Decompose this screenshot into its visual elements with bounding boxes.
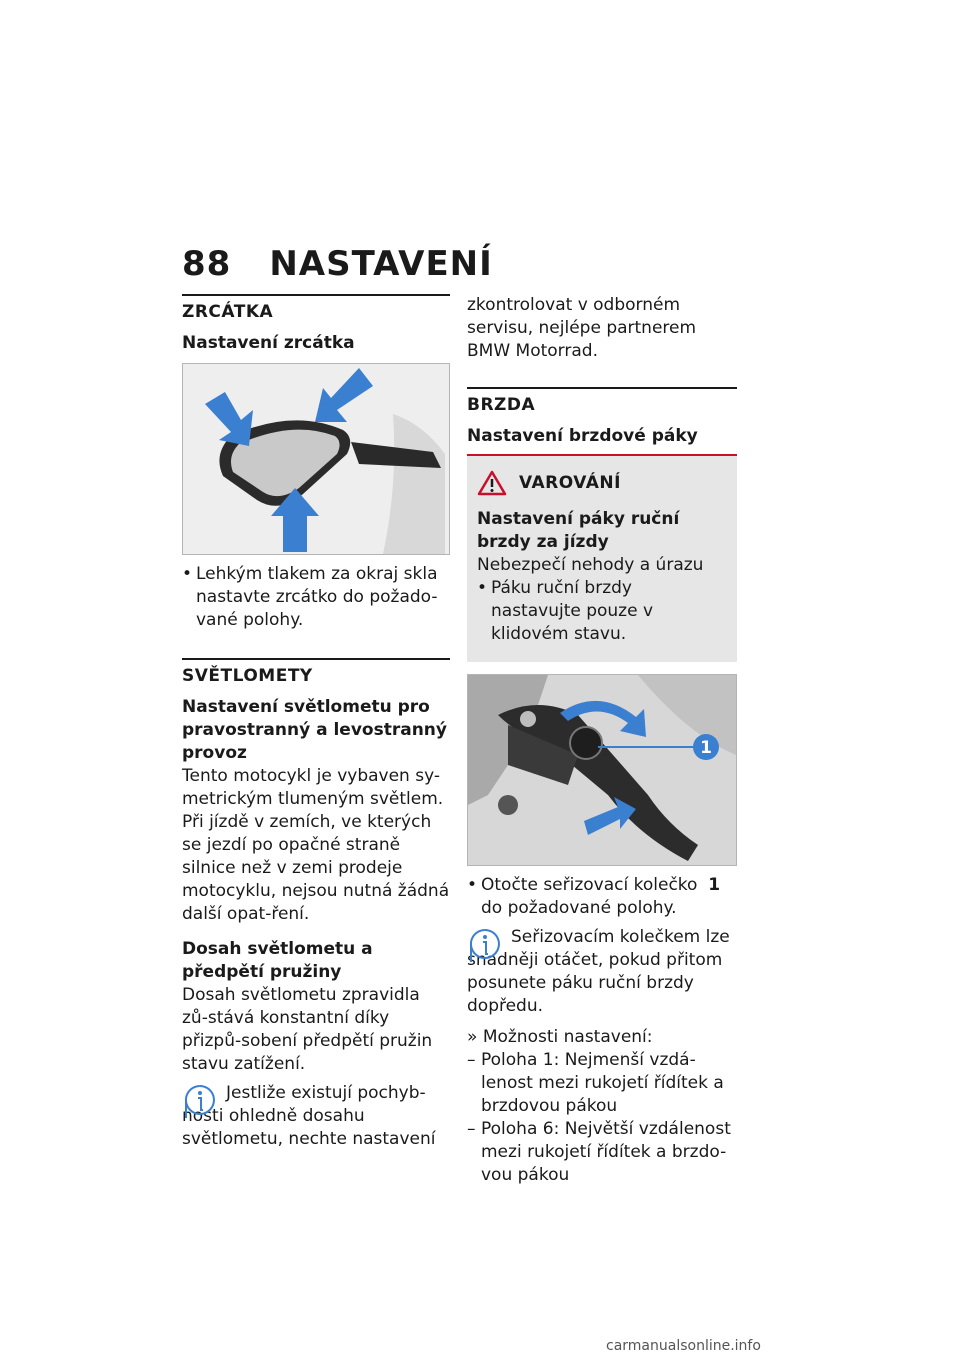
- section-heading-headlights: SVĚTLOMETY: [182, 666, 313, 686]
- step-text-end: do požadované polohy.: [481, 898, 677, 918]
- body-headlight-range: Dosah světlometu zpravidla zů-stává konstantní díky přizpů-sobení předpětí pružin stavu zatížení.: [182, 985, 433, 1074]
- info-text-headlight: Jestliže existují pochyb-nosti ohledně dosahu světlometu, nechte nastavení: [182, 1083, 436, 1149]
- right-column: [467, 294, 737, 1187]
- list-item: – Poloha 6: Největší vzdálenost mezi rukojetí řídítek a brzdo-vou pákou: [467, 1119, 731, 1185]
- page-header: [182, 244, 493, 284]
- section-rule: [182, 294, 450, 296]
- options-title-text: Možnosti nastavení:: [482, 1027, 653, 1047]
- brake-lever-illustration: [467, 674, 737, 866]
- warning-triangle-icon: [477, 470, 507, 496]
- left-column: [182, 294, 450, 1151]
- list-item: • Páku ruční brzdy nastavujte pouze v klidovém stavu.: [477, 578, 654, 644]
- step-text: Otočte seřizovací kolečko: [481, 875, 698, 895]
- page-number: 88: [182, 244, 232, 284]
- step-reference: 1: [708, 875, 721, 895]
- subheading-mirror-adjust: Nastavení zrcátka: [182, 333, 355, 353]
- info-icon: [469, 928, 501, 964]
- list-item: – Poloha 1: Nejmenší vzdá-lenost mezi rukojetí řídítek a brzdovou pákou: [467, 1050, 724, 1116]
- callout-number: 1: [700, 738, 712, 758]
- continuation-text: zkontrolovat v odborném servisu, nejlépe partnerem BMW Motorrad.: [467, 295, 697, 361]
- options-title: » Možnosti nastavení:: [467, 1027, 653, 1047]
- section-rule: [182, 658, 450, 660]
- list-item: • Otočte seřizovací kolečko 1 do požadované polohy.: [467, 875, 721, 918]
- section-rule: [467, 387, 737, 389]
- warning-box: [467, 456, 737, 662]
- option-1: Poloha 1: Nejmenší vzdá-lenost mezi rukojetí řídítek a brzdovou pákou: [481, 1050, 724, 1116]
- warning-label: VAROVÁNÍ: [519, 473, 621, 493]
- info-note: [467, 926, 737, 1018]
- section-heading-brake: BRZDA: [467, 395, 536, 415]
- mirror-instruction: Lehkým tlakem za okraj skla nastavte zrcátko do požado-vané polohy.: [196, 564, 438, 630]
- subheading-brake-lever: Nastavení brzdové páky: [467, 426, 698, 446]
- body-headlight: Tento motocykl je vybaven sy-metrickým tlumeným světlem. Při jízdě v zemích, ve kterých se jezdí po opačné straně silnice než v zemi prodeje motocyklu, nejsou nutná žádná další opat-ření.: [182, 766, 450, 924]
- warning-header: [477, 470, 727, 496]
- page-title: NASTAVENÍ: [269, 244, 493, 284]
- info-icon: [184, 1084, 216, 1120]
- mirror-illustration: [182, 363, 450, 555]
- warning-bullet: Páku ruční brzdy nastavujte pouze v klidovém stavu.: [491, 578, 654, 644]
- warning-text: Nebezpečí nehody a úrazu: [477, 555, 704, 575]
- warning-title: Nastavení páky ruční brzdy za jízdy: [477, 509, 680, 552]
- subheading-headlight-range: Dosah světlometu a předpětí pružiny: [182, 939, 373, 982]
- info-text-brake: Seřizovacím kolečkem lze snadněji otáčet, pokud přitom posunete páku ruční brzdy dopředu.: [467, 927, 730, 1016]
- subheading-headlight-traffic: Nastavení světlometu pro pravostranný a levostranný provoz: [182, 697, 447, 763]
- section-heading-mirrors: ZRCÁTKA: [182, 302, 274, 322]
- footer-watermark: carmanualsonline.info: [606, 1338, 761, 1354]
- info-note: [182, 1082, 450, 1151]
- option-2: Poloha 6: Největší vzdálenost mezi rukojetí řídítek a brzdo-vou pákou: [481, 1119, 731, 1185]
- list-item: • Lehkým tlakem za okraj skla nastavte zrcátko do požado-vané polohy.: [182, 564, 438, 630]
